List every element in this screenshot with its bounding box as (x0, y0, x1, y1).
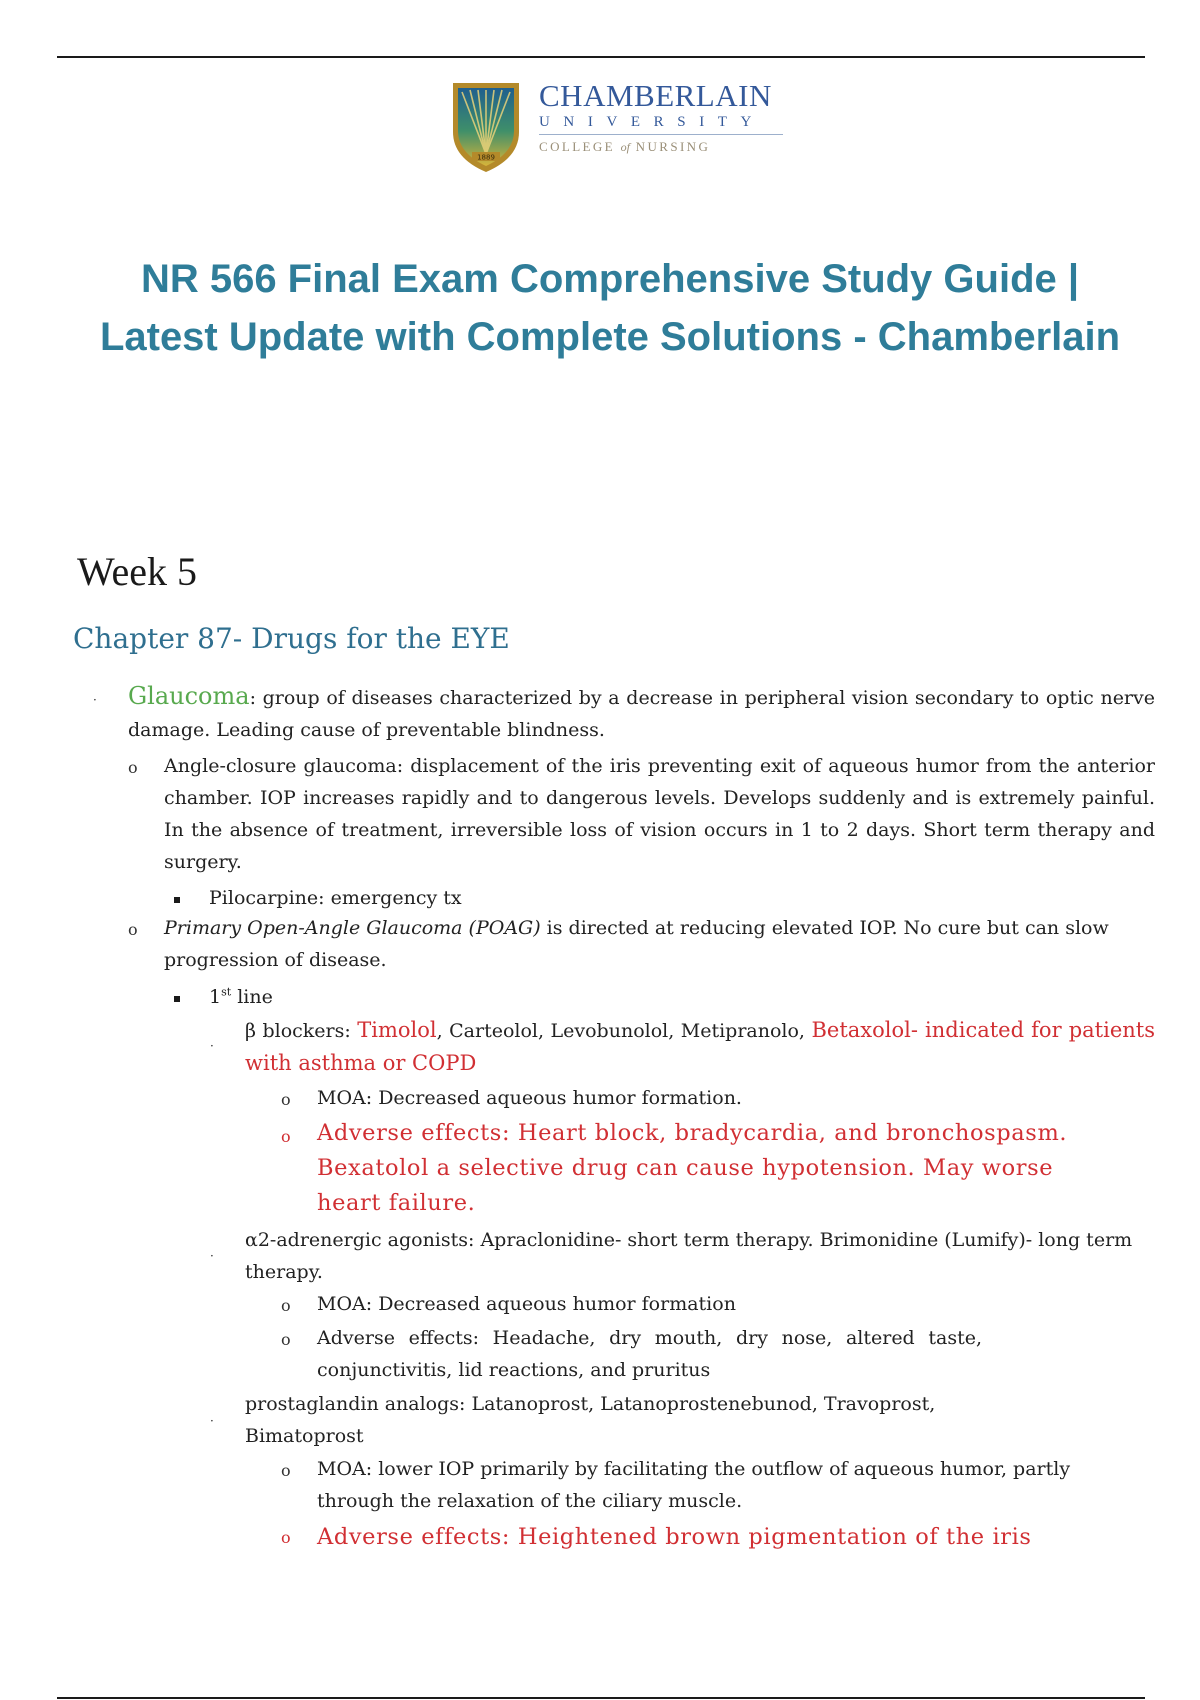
chapter-heading: Chapter 87- Drugs for the EYE (73, 622, 510, 655)
prostaglandin-adverse-effects: Adverse effects: Heightened brown pigmentation of the iris (317, 1524, 1032, 1550)
beta-moa: MOA: Decreased aqueous humor formation. (317, 1087, 742, 1109)
angle-closure-paragraph: Angle-closure glaucoma: displacement of the iris preventing exit of aqueous humor from the anterior chamber. IOP increases rapidly and to dangerous levels. Develops suddenly and is extremely painful. In the absence of treatment, irreversible loss of vision occurs in 1 to 2 days. Short term therapy and surgery. (164, 755, 1155, 873)
bullet-marker: · (210, 1039, 214, 1053)
circle-marker: o (128, 758, 138, 777)
shield-logo-icon (450, 80, 522, 174)
logo-college: COLLEGE of NURSING (539, 139, 711, 154)
timolol: Timolol (357, 1018, 437, 1042)
prostaglandin-paragraph: prostaglandin analogs: Latanoprost, Latanoprostenebunod, Travoprost, Bimatoprost (245, 1393, 936, 1447)
beta-adverse-effects: Adverse effects: Heart block, bradycardia, and bronchospasm. Bexatolol a selective drug can cause hypotension. May worse heart failure. (317, 1120, 1068, 1216)
document-title (40, 250, 1180, 366)
alpha-adverse-effects: Adverse effects: Headache, dry mouth, dry nose, altered taste, conjunctivitis, lid reactions, and pruritus (317, 1327, 982, 1381)
title-line-1: NR 566 Final Exam Comprehensive Study Guide | (140, 257, 1080, 301)
circle-marker: o (128, 920, 138, 939)
glaucoma-term: Glaucoma (128, 682, 250, 710)
title-line-2: Latest Update with Complete Solutions - Chamberlain (99, 315, 1121, 359)
prostaglandin-moa: MOA: lower IOP primarily by facilitating the outflow of aqueous humor, partly through the relaxation of the ciliary muscle. (317, 1458, 1071, 1512)
logo-name: CHAMBERLAIN (539, 78, 772, 113)
circle-marker: o (281, 1127, 291, 1146)
week-heading: Week 5 (77, 549, 198, 594)
alpha-agonists-paragraph: α2-adrenergic agonists: Apraclonidine- short term therapy. Brimonidine (Lumify)- long term therapy. (245, 1229, 1133, 1283)
bullet-marker: · (210, 1249, 214, 1263)
pilocarpine-item: Pilocarpine: emergency tx (209, 887, 462, 909)
alpha-moa: MOA: Decreased aqueous humor formation (317, 1293, 736, 1315)
betaxolol-note: Betaxolol- indicated for patients with asthma or COPD (245, 1018, 1156, 1075)
bottom-rule (57, 1697, 1145, 1699)
square-bullet (174, 897, 180, 903)
circle-marker: o (281, 1528, 291, 1547)
beta-blockers-paragraph: β blockers: Timolol, Carteolol, Levobunolol, Metipranolo, Betaxolol- indicated for patients with asthma or COPD (245, 1018, 1156, 1075)
poag-paragraph: Primary Open-Angle Glaucoma (POAG) is directed at reducing elevated IOP. No cure but can slow progression of disease. (164, 917, 1109, 971)
circle-marker: o (281, 1296, 291, 1315)
poag-term: Primary Open-Angle Glaucoma (POAG) (164, 917, 541, 939)
circle-marker: o (281, 1330, 291, 1349)
circle-marker: o (281, 1461, 291, 1480)
seal-year: 1889 (477, 153, 495, 162)
bullet-marker: · (93, 693, 97, 707)
chamberlain-logo (450, 80, 795, 178)
logo-university: UNIVERSITY (539, 114, 765, 130)
square-bullet (174, 996, 180, 1002)
logo-divider (539, 134, 783, 135)
circle-marker: o (281, 1090, 291, 1109)
bullet-marker: · (210, 1414, 214, 1428)
glaucoma-paragraph: Glaucoma: group of diseases characterized by a decrease in peripheral vision secondary to optic nerve damage. Leading cause of preventable blindness. (128, 682, 1155, 741)
top-rule (57, 56, 1145, 58)
first-line-item: 1st line (209, 985, 273, 1008)
